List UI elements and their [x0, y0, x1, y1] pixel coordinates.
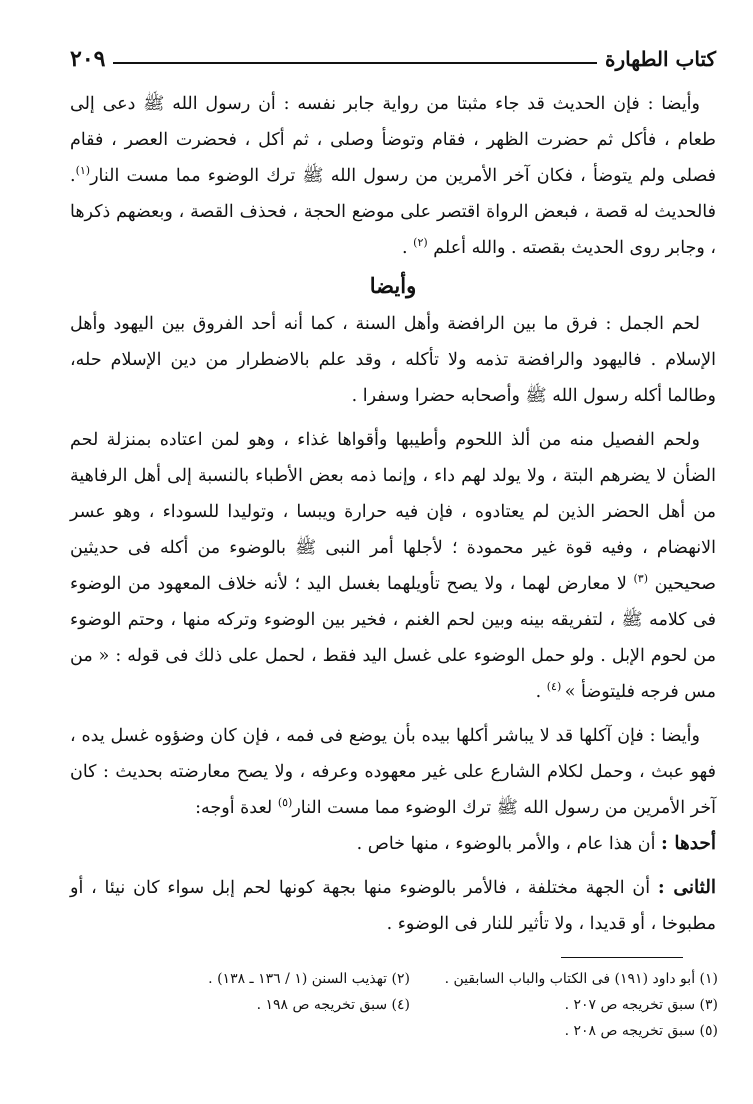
footnote-1: (١) أبو داود (١٩١) فى الكتاب والباب السابقين .: [444, 971, 718, 987]
point-1: [70, 826, 716, 862]
point-2-text: أن الجهة مختلفة ، فالأمر بالوضوء منها بجهة كونها لحم إبل سواء كان نيئا ، أو مطبوخا ، أو قديدا ، ولا تأثير للنار فى الوضوء .: [70, 878, 716, 934]
point-2: [70, 870, 716, 942]
page-number: ٢٠٩: [70, 46, 106, 72]
paragraph-2: لحم الجمل : فرق ما بين الرافضة وأهل السنة ، كما أنه أحد الفروق بين اليهود وأهل الإسلام . فاليهود والرافضة تذمه ولا تأكله ، وقد علم بالاضطرار من دين الإسلام حله، وطالما أكله رسول الله ﷺ وأصحابه حضرا وسفرا .: [70, 314, 716, 406]
page-header: [70, 44, 716, 74]
main-text: [70, 86, 716, 942]
paragraph-4-cont: لعدة أوجه:: [195, 798, 278, 818]
paragraph-1-cont: . فالحديث له قصة ، فبعض الرواة اقتصر على موضع الحجة ، فحذف القصة ، وبعضهم ذكرها ، وجابر روى الحديث بقصته . والله أعلم: [70, 166, 716, 258]
paragraph-4-text: وأيضا : فإن آكلها قد لا يباشر أكلها بيده بأن يوضع فى فمه ، فإن كان وضؤوه غسل يده ، فهو عبث ، وحمل لكلام الشارع على غير معهوده وعرفه ، ولا يصح معارضته بحديث : كان آخر الأمرين من رسول الله ﷺ ترك الوضوء مما مست النار: [70, 726, 716, 818]
paragraph-4: [70, 718, 716, 826]
header-rule: [113, 62, 597, 64]
footnote-ref-5: (٥): [277, 796, 293, 810]
footnote-ref-2: (٢): [413, 236, 428, 250]
footnote-4: (٤) سبق تخريجه ص ١٩٨ .: [256, 997, 410, 1013]
paragraph-3: [70, 422, 716, 710]
footnote-3: (٣) سبق تخريجه ص ٢٠٧ .: [564, 997, 718, 1013]
paragraph-1-text: وأيضا : فإن الحديث قد جاء مثبتا من رواية جابر نفسه : أن رسول الله ﷺ دعى إلى طعام ، فأكل ثم حضرت الظهر ، فقام وتوضأ وصلى ، ثم أكل ، فحضرت العصر ، فقام فصلى ولم يتوضأ ، فكان آخر الأمرين من رسول الله ﷺ ترك الوضوء مما مست النار: [70, 94, 716, 186]
footnote-ref-4: (٤): [546, 680, 565, 694]
paragraph-1: [70, 86, 716, 266]
point-1-label: أحدها :: [661, 833, 716, 854]
point-1-text: أن هذا عام ، والأمر بالوضوء ، منها خاص .: [356, 834, 662, 854]
footnote-2: (٢) تهذيب السنن (١ / ١٣٦ ـ ١٣٨) .: [208, 971, 410, 987]
footnote-ref-3: (٣): [633, 572, 648, 586]
paragraph-1-end: .: [402, 238, 414, 258]
section-title: وأيضا: [369, 273, 417, 298]
paragraph-3-end: .: [535, 682, 547, 702]
running-title: كتاب الطهارة: [605, 47, 716, 71]
footnotes: [118, 966, 718, 1044]
footnote-rule: [561, 957, 683, 958]
paragraph-3-cont: لا معارض لهما ، ولا يصح تأويلهما بغسل اليد ؛ لأنه خلاف المعهود من الوضوء فى كلامه ﷺ ، لتفريقه بينه وبين لحم الغنم ، فخير بين الوضوء وتركه منها ، وحتم الوضوء من لحوم الإبل . ولو حمل الوضوء على غسل اليد فقط ، لحمل على ذلك فى قوله : « من مس فرجه فليتوضأ »: [70, 574, 716, 702]
paragraph-3-text: ولحم الفصيل منه من ألذ اللحوم وأطيبها وأقواها غذاء ، وهو لمن اعتاده بمنزلة لحم الضأن لا يضرهم البتة ، ولا يولد لهم داء ، وإنما ذمه بعض الأطباء بالنسبة إلى أهل الرفاهية من أهل الحضر الذين لم يعتادوه ، فإن فيه حرارة ويبسا ، وتوليدا للسوداء ، وهو عسر الانهضام ، وفيه قوة غير محمودة ؛ لأجلها أمر النبى ﷺ بالوضوء من أكله فى حديثين صحيحين: [70, 430, 716, 594]
footnote-ref-1: (١): [75, 164, 91, 178]
footnote-5: (٥) سبق تخريجه ص ٢٠٨ .: [564, 1023, 718, 1039]
point-2-label: الثانى :: [657, 877, 716, 898]
